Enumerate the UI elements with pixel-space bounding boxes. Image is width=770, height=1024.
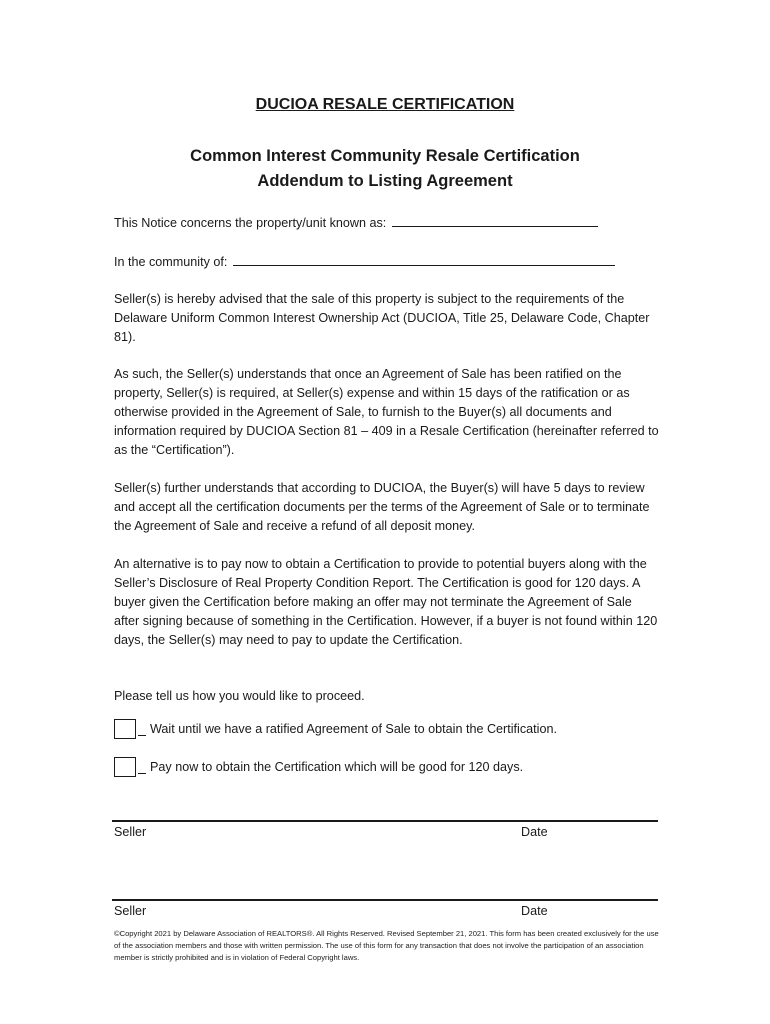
option-pay-row [114, 757, 523, 777]
community-input[interactable] [233, 252, 615, 266]
option-pay-label: Pay now to obtain the Certification which will be good for 120 days. [150, 760, 524, 775]
community-label: In the community of: [114, 255, 228, 269]
date-label-2: Date [521, 904, 548, 918]
property-input[interactable] [392, 213, 598, 227]
option-wait-checkbox[interactable] [114, 719, 136, 739]
paragraph-seller-obligation: As such, the Seller(s) understands that once an Agreement of Sale has been ratified on the property, Seller(s) is required, at Seller(s) expense and within 15 days of the ratification or as otherwise provided in the Agreement of Sale, to furnish to the Buyer(s) all documents and information required by DUCIOA Section 81 – 409 in a Resale Certification (hereinafter referred to as the “Certification”). [114, 367, 659, 457]
seller-label-1: Seller [114, 825, 147, 839]
checkbox-underline [138, 772, 146, 774]
paragraph-ducioa-notice: Seller(s) is hereby advised that the sale of this property is subject to the requirements of the Delaware Uniform Common Interest Ownership Act (DUCIOA, Title 25, Delaware Code, Chapter 81). [114, 292, 650, 344]
paragraph-buyer-review: Seller(s) further understands that according to DUCIOA, the Buyer(s) will have 5 days to review and accept all the certification documents per the terms of the Agreement of Sale or to terminate the Agreement of Sale and receive a refund of all deposit money. [114, 481, 650, 533]
option-pay-checkbox[interactable] [114, 757, 136, 777]
paragraph-alternative: An alternative is to pay now to obtain a Certification to provide to potential buyers along with the Seller’s Disclosure of Real Property Condition Report. The Certification is good for 120 days. A buyer given the Certification before making an offer may not terminate the Agreement of Sale after signing because of something in the Certification. However, if a buyer is not found within 120 days, the Seller(s) may need to pay to update the Certification. [114, 557, 658, 647]
copyright-notice: ©Copyright 2021 by Delaware Association of REALTORS®. All Rights Reserved. Revised September 21, 2021. This form has been created exclusively for the use of the association members and those with written permission. The use of this form for any transaction that does not involve the participation of an association member is strictly prohibited and is in violation of Federal Copyright laws. [114, 929, 659, 962]
signature-line-2[interactable] [112, 899, 658, 901]
document-title: DUCIOA RESALE CERTIFICATION [255, 96, 515, 113]
option-wait-label: Wait until we have a ratified Agreement of Sale to obtain the Certification. [150, 722, 557, 737]
community-field-row [114, 252, 615, 272]
seller-label-2: Seller [114, 904, 147, 918]
option-wait-row [114, 719, 557, 739]
paragraph-proceed-prompt: Please tell us how you would like to proceed. [114, 689, 365, 703]
subtitle-line-1: Common Interest Community Resale Certification [190, 147, 580, 165]
property-field-row [114, 213, 598, 233]
subtitle-line-2: Addendum to Listing Agreement [257, 172, 513, 190]
property-label: This Notice concerns the property/unit known as: [114, 216, 387, 230]
checkbox-underline [138, 734, 146, 736]
signature-line-1[interactable] [112, 820, 658, 822]
date-label-1: Date [521, 825, 548, 839]
